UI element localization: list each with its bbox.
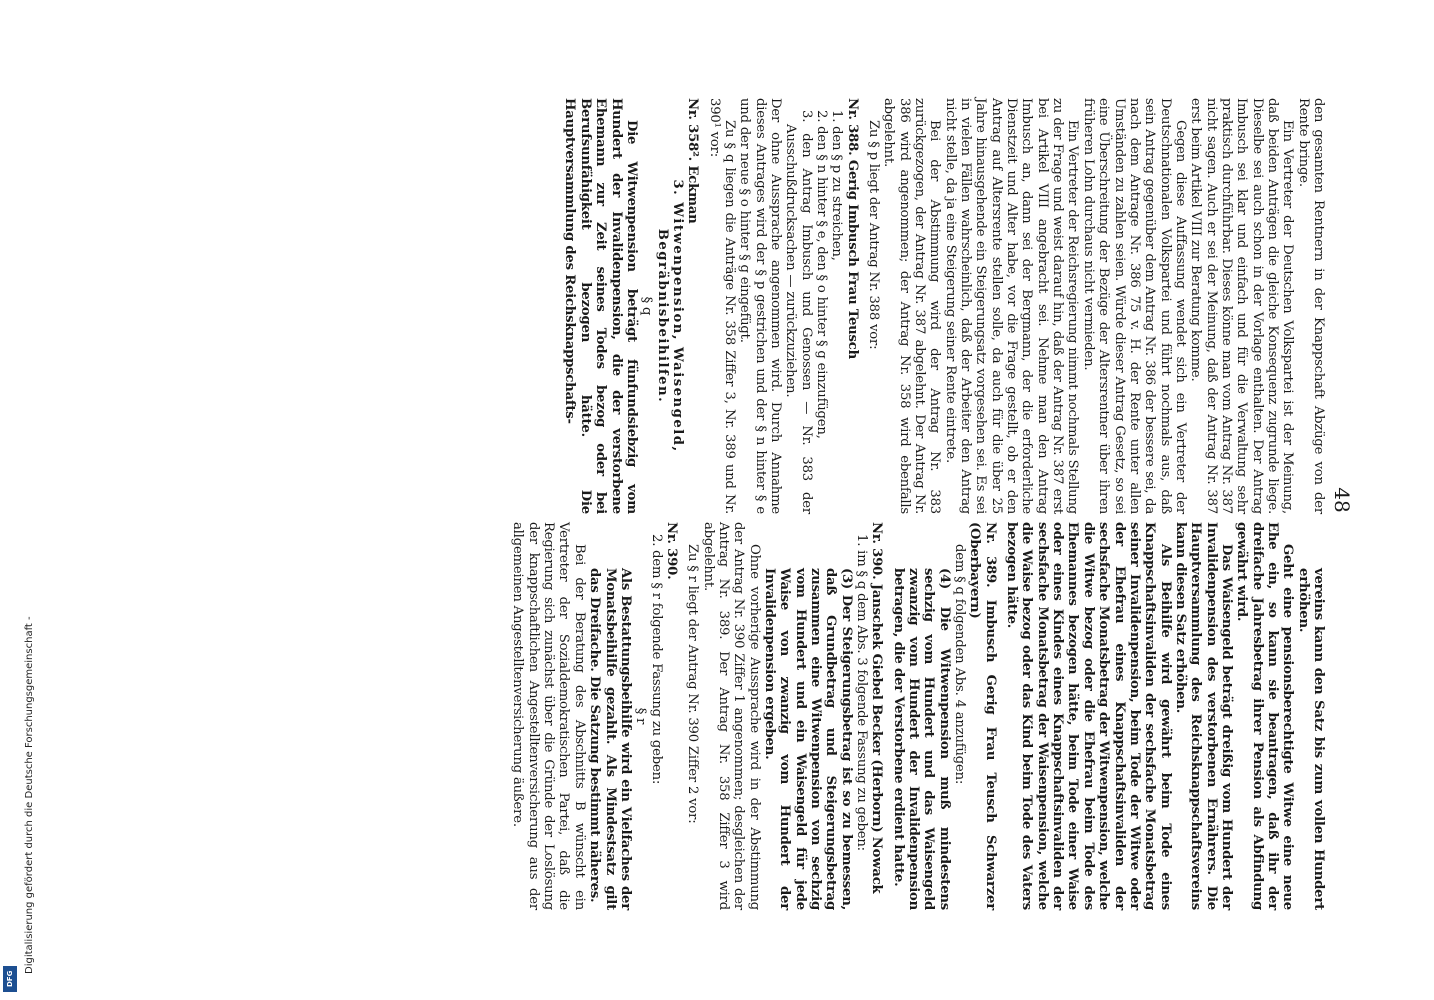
page-number: 48 (1330, 487, 1354, 513)
paragraph: Ohne vorherige Aussprache wird in der Abstimmung der Antrag Nr. 390 Ziffer 1 angenommen; desgleichen der Antrag Nr. 389. Der Antrag Nr. 358 Ziffer 3 wird abgelehnt. (700, 522, 762, 910)
paragraph: Ein Vertreter der Deutschen Volkspartei ist der Meinung, daß beiden Anträgen die gleiche Konsequenz zugrunde liege. Dieselbe sei auch schon in der Vorlage enthalten. Der Antrag Imbusch sei klar und einfach und für die Verwaltung sehr praktisch durchführbar. Dieses könne man vom Antrag Nr. 387 nicht sagen. Auch er sei der Meinung, daß der Antrag Nr. 387 erst beim Artikel VIII zur Beratung komme. (1188, 98, 1296, 514)
motion-heading: Nr. 388. Gerig Imbusch Frau Teusch (844, 98, 860, 359)
paragraph: § q (639, 296, 655, 316)
paragraph: Gegen diese Auffassung wendet sich ein Vertreter der Deutschnationalen Volkspartei und führt nochmals aus, daß sein Antrag gegenüber dem Antrag Nr. 386 der bessere sei, da nach dem Antrage Nr. 386 75 v. H. der Rente unter allen Umständen zu zahlen seien. Würde dieser Antrag Gesetz, so sei eine Überschreitung der Bezüge der Altersrentner über ihren früheren Lohn durchaus nicht vermieden. (1080, 98, 1188, 514)
paragraph: § r (633, 707, 649, 725)
paragraph: 3. Witwenpension, Waisengeld, Begräbnisbeihilfen. (654, 179, 685, 453)
paragraph: dem § q folgenden Abs. 4 anzufügen: (952, 544, 968, 785)
motion-heading: Nr. 390. Janschek Giebel Becker (Herborn) Nowack (869, 522, 885, 894)
left-column (562, 98, 1326, 514)
paragraph: Zu § r liegt der Antrag Nr. 390 Ziffer 2 vor: (685, 544, 701, 824)
motion-heading: Nr. 358². Eckman (685, 98, 701, 224)
paragraph: Als Bestattungsbeihilfe wird ein Vielfaches der Monatsbeihilfe gezahlt. Als Mindestsatz gilt das Dreifache. Die Satzung bestimmt näheres. (587, 568, 633, 910)
digitization-footer (0, 0, 35, 1000)
paragraph: 3. den Antrag Imbusch und Genossen — Nr. 383 der Ausschußdrucksachen — zurückzuziehen. (783, 110, 814, 514)
paragraph: Als Beihilfe wird gewährt beim Tode eines Knappschaftsinvaliden der sechsfache Monatsbetrag seiner Invalidenpension, beim Tode der Witwe oder der Ehefrau eines Knappschaftsinvaliden der sechsfache Monatsbetrag der Witwenpension, welche die Witwe bezog oder die Ehefrau beim Tode des Ehemannes bezogen hätte, beim Tode einer Waise oder eines Kindes eines Knappschaftsinvaliden der sechsfache Monatsbetrag der Waisenpension, welche die Waise bezog oder das Kind beim Tode des Vaters bezogen hätte. (1004, 522, 1173, 910)
paragraph: 2. den § n hinter § e, den § o hinter § g einzufügen, (814, 110, 829, 439)
paragraph: Bei der Abstimmung wird der Antrag Nr. 383 zurückgezogen, der Antrag Nr. 387 abgelehnt. Der Antrag Nr. 386 wird angenommen; der Antrag Nr. 358 wird ebenfalls abgelehnt. (881, 98, 943, 514)
paragraph: Zu § q liegen die Anträge Nr. 358 Ziffer 3, Nr. 389 und Nr. 390¹ vor: (706, 98, 737, 514)
paragraph: 1. den § p zu streichen, (829, 110, 845, 261)
paragraph: Ein Vertreter der Reichsregierung nimmt nochmals Stellung zu der Frage und weist darauf hin, daß der Antrag Nr. 387 erst bei Artikel VIII angebracht sei. Nehme man den Antrag Imbusch an, dann sei der Bergmann, der die erforderliche Dienstzeit und Alter habe, vor die Frage gestellt, ob er den Antrag auf Altersrente stellen solle, da auch für die über 25 Jahre hinausgehende ein Steigerungsatz vorgesehen sei. Es sei in vielen Fällen wahrscheinlich, daß der Arbeiter den Antrag nicht stelle, da ja eine Steigerung seiner Rente eintrete. (942, 98, 1081, 514)
paragraph: (4) Die Witwenpension muß mindestens sechzig vom Hundert und das Waisengeld zwanzig vom Hundert der Invalidenpension betragen, die der Verstorbene erdient hatte. (890, 568, 952, 910)
paragraph: Zu § p liegt der Antrag Nr. 388 vor: (866, 120, 882, 350)
paragraph: 2. dem § r folgende Fassung zu geben: (648, 534, 664, 785)
paragraph: Bei der Beratung des Abschnitts B wünscht ein Vertreter der Sozialdemokratischen Partei, daß die Regierung sich zunächst über die Gründe der Loslösung der knappschaftlichen Angestelltenversicherung aus der allgemeinen Angestelltenversicherung äußere. (510, 522, 587, 910)
motion-heading: Nr. 389. Imbusch Gerig Frau Teusch Schwarzer (Oberbayern) (967, 522, 998, 910)
paragraph: (3) Der Steigerungsbetrag ist so zu bemessen, daß Grundbetrag und Steigerungsbetrag zusammen eine Witwenpension von sechzig vom Hundert und ein Waisengeld für jede Waise von zwanzig vom Hundert der Invalidenpension ergeben. (761, 568, 854, 910)
right-column (510, 522, 1326, 910)
paragraph: Geht eine pensionsberechtigte Witwe eine neue Ehe ein, so kann sie beantragen, daß ihr der dreifache Jahresbetrag ihrer Pension als Abfindung gewährt wird. (1234, 522, 1296, 910)
paragraph: Die Witwenpension beträgt fünfundsiebzig vom Hundert der Invalidenpension, die der verstorbene Ehemann zur Zeit seines Todes bezog oder bei Berufsunfähigkeit bezogen hätte. Die Hauptversammlung des Reichsknappschafts- (562, 98, 639, 514)
motion-heading: Nr. 390. (663, 522, 679, 580)
paragraph: Das Waisengeld beträgt dreißig vom Hundert der Invalidenpension des verstorbenen Ernährers. Die Hauptversammlung des Reichsknappschaftsvereins kann diesen Satz erhöhen. (1172, 522, 1234, 910)
paragraph: Der ohne Aussprache angenommen wird. Durch Annahme dieses Antrages wird der § p gestrichen und der § n hinter § e und der neue § o hinter § g eingefügt. (737, 98, 783, 514)
dfg-logo: DFG (3, 966, 17, 992)
footer-credit-text: Digitalisierung gefördert durch die Deutsche Forschungsgemeinschaft - (24, 616, 35, 974)
paragraph: 1. im § q dem Abs. 3 folgende Fassung zu geben: (854, 534, 870, 851)
paragraph: vereins kann den Satz bis zum vollen Hundert erhöhen. (1295, 568, 1326, 910)
paragraph: den gesamten Rentnern in der Knappschaft Abzüge von der Rente bringe. (1295, 98, 1326, 514)
